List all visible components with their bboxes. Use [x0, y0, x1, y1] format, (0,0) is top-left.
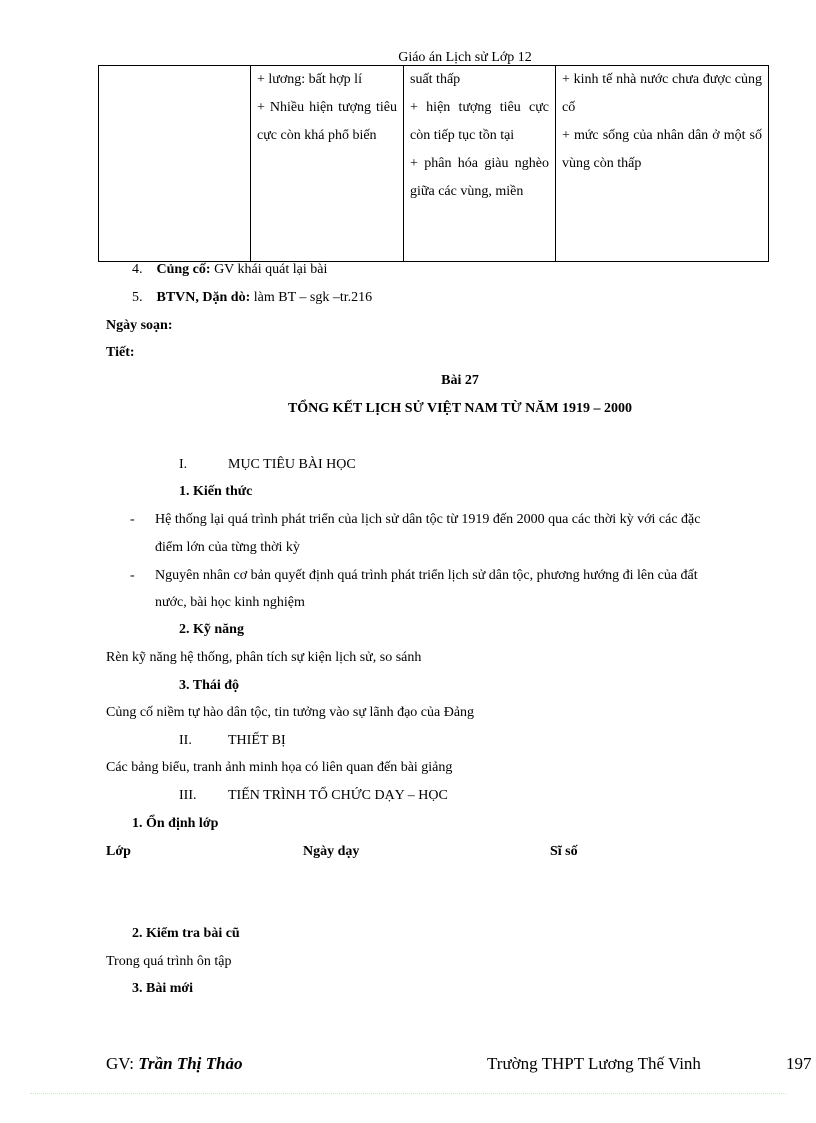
col-ngay-day: Ngày dạy: [303, 844, 360, 859]
lesson-title: TỔNG KẾT LỊCH SỬ VIỆT NAM TỪ NĂM 1919 – 2000: [287, 401, 633, 416]
tiet: Tiết:: [106, 345, 135, 360]
step-5: 5. BTVN, Dặn dò: làm BT – sgk –tr.216: [132, 290, 373, 305]
page-header: Giáo án Lịch sử Lớp 12: [398, 50, 532, 65]
table-cell: [99, 66, 251, 262]
table-cell: + lương: bất hợp lí + Nhiều hiện tượng tiêu cực còn khá phổ biến: [251, 66, 404, 262]
step-class-setup: 1. Ổn định lớp: [132, 816, 219, 831]
footer-school: Trường THPT Lương Thế Vinh: [487, 1054, 701, 1073]
col-lop: Lớp: [106, 844, 131, 859]
skills-text: Rèn kỹ năng hệ thống, phân tích sự kiện lịch sử, so sánh: [106, 650, 422, 665]
subheading-knowledge: 1. Kiến thức: [179, 484, 253, 499]
table-cell: suất thấp + hiện tượng tiêu cực còn tiếp tục tồn tại + phân hóa giàu nghèo giữa các vùng, miền: [404, 66, 556, 262]
lesson-number: Bài 27: [441, 373, 479, 388]
review-text: Trong quá trình ôn tập: [106, 954, 232, 969]
ngay-soan: Ngày soạn:: [106, 318, 173, 333]
equipment-text: Các bảng biểu, tranh ảnh minh họa có liên quan đến bài giảng: [106, 760, 453, 775]
subheading-skills: 2. Kỹ năng: [179, 622, 244, 637]
bullet-dash: -: [130, 512, 135, 527]
step-new-lesson: 3. Bài mới: [132, 981, 194, 996]
step-review: 2. Kiểm tra bài cũ: [132, 926, 240, 941]
col-si-so: Sĩ số: [550, 844, 578, 859]
section-3: III. TIẾN TRÌNH TỔ CHỨC DẠY – HỌC: [179, 788, 448, 803]
summary-table: [98, 65, 769, 262]
bullet-dash: -: [130, 568, 135, 583]
footer-teacher: GV: Trần Thị Thảo: [106, 1054, 243, 1073]
bullet-1-line-2: điểm lớn của từng thời kỳ: [155, 540, 300, 555]
section-2: II. THIẾT BỊ: [179, 733, 286, 748]
table-cell: + kinh tế nhà nước chưa được củng cố + mức sống của nhân dân ở một số vùng còn thấp: [556, 66, 769, 262]
bullet-1-line-1: Hệ thống lại quá trình phát triển của lịch sử dân tộc từ 1919 đến 2000 qua các thời kỳ với các đặc: [155, 512, 701, 527]
table-row: [99, 66, 769, 262]
subheading-attitude: 3. Thái độ: [179, 678, 240, 693]
step-4: 4. Củng cố: GV khái quát lại bài: [132, 262, 328, 277]
section-1: I. MỤC TIÊU BÀI HỌC: [179, 457, 356, 472]
bullet-2-line-2: nước, bài học kinh nghiệm: [155, 595, 305, 610]
page-border: [30, 1093, 786, 1094]
bullet-2-line-1: Nguyên nhân cơ bản quyết định quá trình phát triển lịch sử dân tộc, phương hướng đi lên của đất: [155, 568, 698, 583]
footer-page-number: 197: [786, 1054, 812, 1073]
attitude-text: Củng cố niềm tự hào dân tộc, tin tưởng vào sự lãnh đạo của Đảng: [106, 705, 475, 720]
